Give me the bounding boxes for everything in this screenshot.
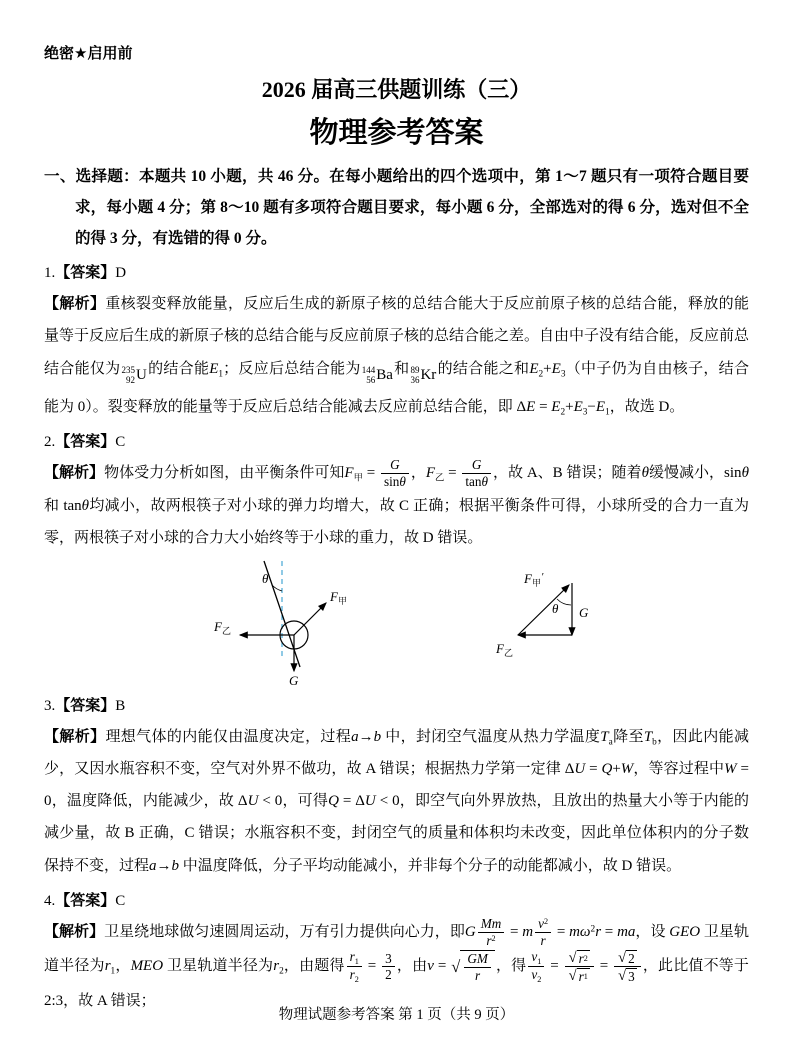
math-variable: m <box>522 923 534 940</box>
analysis-text: 卫星绕地球做匀速圆周运动，万有引力提供向心力，即G $\frac{Mm}{r^2}$ = m $\frac{v^2}{r}$ = $m\omega^2r$ = ma，设 GEO 卫星轨道半径为$r_1$，MEO 卫星轨道半径为$r_2$，由题得 $\frac{r_1}{r_2}$ = $\frac{3}{2}$ ，由v = √ $\frac{GM}{r}$ ，得 $\frac{v_1}{v_2}$ = √ r 2 √ r 1 = √ 2 √ 3 ，此比值不等于 2:3，故 A 错误； <box>44 916 749 1010</box>
math-subscript: 甲 <box>353 473 363 484</box>
math-variable: θ <box>399 474 406 490</box>
vector-label-f2: $F_乙$ <box>495 640 513 658</box>
math-variable: ma <box>617 923 636 940</box>
answer-label: 【答案】 <box>55 697 116 714</box>
nuclide-notation: 89 36 Kr <box>410 364 437 385</box>
answer-value: C <box>115 434 126 451</box>
math-variable: W <box>724 760 737 777</box>
math-variable: b <box>373 728 382 745</box>
answer-line <box>44 886 749 916</box>
math-variable: MEO <box>130 958 164 975</box>
question-block-4 <box>44 886 749 1018</box>
math-sqrt: √ $\frac{GM}{r}$ <box>451 950 495 984</box>
math-subscript: b <box>652 736 657 747</box>
question-block-3 <box>44 691 749 882</box>
analysis-paragraph <box>44 721 749 882</box>
math-fraction <box>528 949 544 985</box>
math-subscript: 乙 <box>435 473 445 484</box>
math-subscript: 2 <box>279 966 284 977</box>
question-number: 2. <box>44 434 56 451</box>
force-label-f1: $F_甲$ <box>329 588 347 606</box>
math-variable: GEO <box>669 923 701 940</box>
analysis-paragraph <box>44 457 749 554</box>
math-sqrt: √ 2 <box>618 949 635 966</box>
math-variable: v <box>427 958 434 975</box>
answer-line <box>44 427 749 457</box>
math-variable: r <box>578 950 584 966</box>
force-label-g: G <box>288 672 298 687</box>
math-subscript: 2 <box>583 953 588 963</box>
math-variable: r <box>475 967 481 983</box>
math-fraction: $\frac{3}{2}$ <box>382 951 395 984</box>
math-variable: E <box>529 360 539 377</box>
analysis-label: 【解析】 <box>44 465 105 482</box>
math-variable: θ <box>741 465 749 482</box>
answer-line <box>44 258 749 288</box>
nuclide-notation: 144 56 Ba <box>361 364 393 385</box>
question-number: 1. <box>44 265 56 281</box>
math-variable: U <box>364 793 376 810</box>
math-variable: θ <box>481 474 488 490</box>
math-variable: θ <box>81 498 90 515</box>
exam-title: 2026 届高三供题训练（三） <box>261 77 532 102</box>
force-arrow-f1 <box>294 603 326 635</box>
answer-line <box>44 691 749 721</box>
math-fraction <box>464 951 491 984</box>
math-subscript: 1 <box>218 368 224 379</box>
math-variable: Mm <box>480 916 502 932</box>
theta-label: θ <box>261 570 268 586</box>
math-variable: θ <box>641 465 649 482</box>
math-variable: F <box>344 465 354 482</box>
math-subscript: 1 <box>583 972 588 982</box>
question-block-1 <box>44 258 749 423</box>
math-variable: T <box>600 728 609 745</box>
math-subscript: 2 <box>354 975 359 985</box>
math-variable: W <box>620 760 634 777</box>
vector-label-f1-prime: $F_甲'$ <box>523 570 543 588</box>
math-variable: E <box>573 398 583 415</box>
right-diagram <box>495 571 589 658</box>
math-sqrt: √ r 1 <box>568 968 588 985</box>
analysis-text: 物体受力分析如图，由平衡条件可知$F_甲$ = $\frac{G}{\sin\theta}$ ，$F_乙$ = $\frac{G}{\tan\theta}$ ，故 A、B 错误；随着θ缓慢减小，sinθ 和 tanθ均减小，故两根筷子对小球的弹力均增大，故 C 正确；根据平衡条件可得，小球所受的合力一直为零，两根筷子对小球的合力大小始终等于小球的重力，故 D 错误。 <box>44 457 750 547</box>
theta-arc-right <box>557 599 571 605</box>
math-variable: T <box>643 728 653 745</box>
analysis-paragraph <box>44 288 749 423</box>
answer-value: C <box>115 892 126 909</box>
answer-value: B <box>115 697 126 714</box>
math-variable: G <box>471 457 482 473</box>
math-variable: r <box>486 932 492 948</box>
math-variable: v <box>538 916 544 932</box>
math-superscript: 2 <box>543 917 549 927</box>
math-variable: mω <box>569 923 591 940</box>
question-number: 3. <box>44 697 56 714</box>
math-variable: Q <box>328 793 339 810</box>
analysis-label: 【解析】 <box>44 296 106 312</box>
vector-label-g: G <box>578 604 588 620</box>
force-diagram <box>172 559 622 687</box>
force-label-f2: $F_乙$ <box>213 618 231 636</box>
classification-label: 绝密★启用前 <box>44 45 133 62</box>
left-diagram <box>213 561 347 687</box>
answer-label: 【答案】 <box>55 892 116 909</box>
answer-label: 【答案】 <box>55 434 116 451</box>
answer-value: D <box>115 265 127 281</box>
math-fraction <box>614 949 641 985</box>
math-subscript: 3 <box>582 407 588 418</box>
math-variable: E <box>526 398 536 415</box>
question-block-2 <box>44 427 749 686</box>
math-variable: E <box>595 398 606 415</box>
math-variable: G <box>390 457 400 473</box>
question-number: 4. <box>44 892 56 909</box>
analysis-text: 理想气体的内能仅由温度决定，过程a→b 中，封闭空气温度从热力学温度$T_a$降至$T_b$，因此内能减少，又因水瓶容积不变，空气对外界不做功，故 A 错误；根据热力学第一定律 ΔU = Q+W，等容过程中W = 0，温度降低，内能减少，故 ΔU < 0，可得Q = ΔU < 0，即空气向外界放热，且放出的热量大小等于内能的减少量，故 B 正确，C 错误；水瓶容积不变，封闭空气的质量和体积均未改变，因此单位体积内的分子数保持不变，过程a→b 中温度降低，分子平均动能减小，并非每个分子的动能都减小，故 D 错误。 <box>44 728 750 874</box>
theta-label-right: θ <box>551 600 558 616</box>
page-footer: 物理试题参考答案 第 1 页（共 9 页） <box>278 1007 515 1023</box>
math-subscript: 2 <box>538 368 544 379</box>
math-subscript: 2 <box>537 975 542 985</box>
analysis-text: 重核裂变释放能量，反应后生成的新原子核的总结合能大于反应前原子核的总结合能，释放的能量等于反应后生成的新原子核的总结合能与反应前原子核的总结合能之差。自由中子没有结合能，反应前总结合能仅为 235 92 U 的结合能$E_1$；反应后总结合能为 144 56 Ba 和 89 36 Kr 的结合能之和$E_2+E_3$（中子仍为自由核子，结合能为 0）。裂变释放的能量等于反应后总结合能减去反应前总结合能，即 $\Delta E = E_2+E_3-E_1$，故选 D。 <box>44 296 750 418</box>
math-subscript: 1 <box>110 966 116 977</box>
math-subscript: 3 <box>560 368 566 379</box>
vector-f1-prime <box>518 585 569 635</box>
math-variable: b <box>171 857 180 874</box>
math-superscript: 2 <box>491 933 496 943</box>
math-subscript: 2 <box>560 407 566 418</box>
analysis-label: 【解析】 <box>44 923 105 940</box>
math-sqrt: √ 3 <box>618 968 635 985</box>
answer-label: 【答案】 <box>55 265 116 281</box>
math-variable: r <box>540 932 546 948</box>
math-superscript: 2 <box>590 924 596 935</box>
math-variable: U <box>247 793 259 810</box>
math-variable: v <box>531 967 538 983</box>
math-variable: Q <box>601 760 613 777</box>
math-fraction: $\frac{G}{\sin\theta}$ <box>381 457 409 490</box>
math-fraction: $\frac{G}{\tan\theta}$ <box>462 457 491 490</box>
math-variable: GM <box>467 951 488 967</box>
math-variable: U <box>574 760 586 777</box>
nuclide-notation: 235 92 U <box>121 364 147 385</box>
math-variable: r <box>104 958 111 975</box>
math-fraction <box>565 949 594 985</box>
math-fraction <box>347 949 362 985</box>
math-variable: r <box>349 948 355 964</box>
math-variable: r <box>578 969 584 984</box>
math-variable: E <box>209 360 219 377</box>
math-variable: a <box>351 728 359 745</box>
math-variable: r <box>595 923 602 940</box>
math-variable: F <box>425 465 436 482</box>
section-instructions: 一、选择题：本题共 10 小题，共 46 分。在每小题给出的四个选项中，第 1～7 题只有一项符合题目要求，每小题 4 分；第 8～10 题有多项符合题目要求，每小题 6 分，全部选对的得 6 分，选对但不全的得 3 分，有选错的得 0 分。 <box>44 168 749 247</box>
math-fraction <box>535 916 551 949</box>
math-variable: v <box>531 948 538 964</box>
analysis-label: 【解析】 <box>44 728 106 745</box>
math-fraction <box>478 916 505 949</box>
math-subscript: 1 <box>605 407 610 418</box>
math-subscript: 1 <box>537 956 542 966</box>
math-variable: G <box>464 923 476 940</box>
math-subscript: 1 <box>354 956 359 966</box>
math-variable: r <box>273 958 280 975</box>
math-variable: r <box>349 967 355 983</box>
math-variable: E <box>551 360 561 377</box>
math-subscript: a <box>608 736 613 747</box>
math-variable: E <box>551 398 561 415</box>
force-diagram-figure <box>44 559 749 687</box>
math-sqrt: √ r 2 <box>568 949 588 966</box>
answers-title: 物理参考答案 <box>309 117 484 149</box>
math-variable: a <box>149 857 157 874</box>
